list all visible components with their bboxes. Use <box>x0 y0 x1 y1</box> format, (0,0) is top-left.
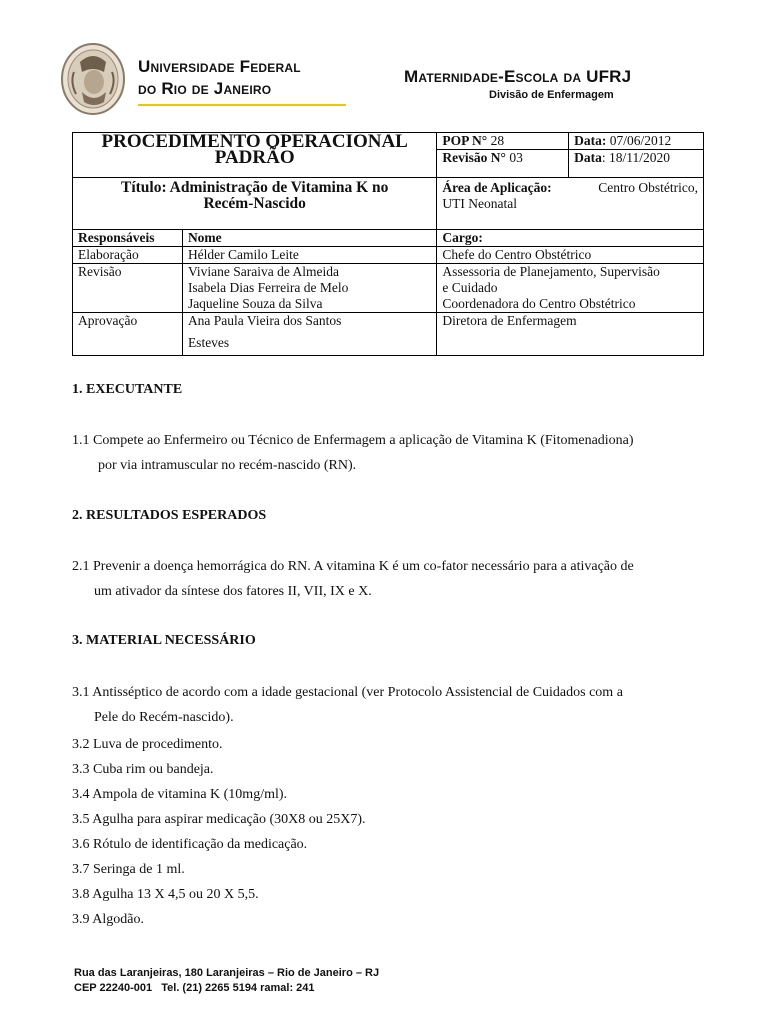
list-item: 3.4 Ampola de vitamina K (10mg/ml). <box>72 787 288 802</box>
pop-header-table <box>72 132 704 356</box>
revisao-value: 03 <box>509 150 523 165</box>
col-nome-text: Nome <box>187 230 222 245</box>
table-row <box>73 247 704 264</box>
list-item: 3.9 Algodão. <box>72 912 144 927</box>
col-header-responsaveis <box>73 230 183 247</box>
paragraph-line: 2.1 Prevenir a doença hemorrágica do RN. A vitamina K é um co-fator necessário para a ativação de <box>72 559 634 574</box>
paragraph-line: 1.1 Compete ao Enfermeiro ou Técnico de Enfermagem a aplicação de Vitamina K (Fitomenadiona) <box>72 433 634 448</box>
revisao-cell <box>437 150 569 178</box>
col-cargo-text: Cargo: <box>442 230 483 245</box>
name-line: Jaqueline Souza da Silva <box>187 296 323 311</box>
document-title-line2: Recém-Nascido <box>203 195 306 212</box>
page-footer <box>74 966 379 996</box>
university-name <box>138 56 301 100</box>
ufrj-seal-logo <box>60 42 126 116</box>
data-label: Data: <box>574 133 607 148</box>
pop-title-line1: PROCEDIMENTO OPERACIONAL <box>101 131 408 152</box>
paragraph-line: um ativador da síntese dos fatores II, VII, IX e X. <box>94 584 372 599</box>
list-item: 3.8 Agulha 13 X 4,5 ou 20 X 5,5. <box>72 887 259 902</box>
footer-contact: CEP 22240-001 Tel. (21) 2265 5194 ramal: 241 <box>74 982 315 994</box>
section-3-title: 3. MATERIAL NECESSÁRIO <box>72 633 256 648</box>
area-value: Centro Obstétrico, <box>598 180 698 195</box>
section-2-paragraph <box>72 554 704 604</box>
name-cell <box>182 313 436 356</box>
area-label: Área de Aplicação: <box>442 180 552 195</box>
cargo-line: e Cuidado <box>442 280 498 295</box>
col-header-cargo <box>437 230 704 247</box>
data2-cell <box>569 150 704 178</box>
pop-number-label: POP N° <box>442 133 488 148</box>
cargo-cell: Chefe do Centro Obstétrico <box>437 247 704 264</box>
pop-title-cell <box>73 133 437 178</box>
col-responsaveis-text: Responsáveis <box>78 230 155 245</box>
role-cell: Aprovação <box>73 313 183 356</box>
data-cell <box>569 133 704 150</box>
name-cell: Hélder Camilo Leite <box>182 247 436 264</box>
cargo-cell <box>437 264 704 313</box>
document-title-line1: Título: Administração de Vitamina K no <box>121 179 389 196</box>
list-item: 3.7 Seringa de 1 ml. <box>72 862 185 877</box>
list-item: 3.5 Agulha para aspirar medicação (30X8 ou 25X7). <box>72 812 366 827</box>
role-cell: Revisão <box>73 264 183 313</box>
col-header-nome <box>182 230 436 247</box>
university-line2: do Rio de Janeiro <box>138 79 272 98</box>
section-2-title: 2. RESULTADOS ESPERADOS <box>72 508 267 523</box>
list-item: 3.3 Cuba rim ou bandeja. <box>72 762 214 777</box>
cargo-cell: Diretora de Enfermagem <box>437 313 704 356</box>
revisao-label: Revisão N° <box>442 150 506 165</box>
data2-label: Data <box>574 150 602 165</box>
section-1-title: 1. EXECUTANTE <box>72 382 183 397</box>
name-cell <box>182 264 436 313</box>
paragraph-line: por via intramuscular no recém-nascido (RN). <box>98 458 357 473</box>
pop-title-line2: PADRÃO <box>214 147 295 168</box>
list-item: 3.6 Rótulo de identificação da medicação. <box>72 837 308 852</box>
data2-value: : 18/11/2020 <box>601 150 671 165</box>
footer-address: Rua das Laranjeiras, 180 Laranjeiras – Rio de Janeiro – RJ <box>74 967 380 979</box>
document-title-cell <box>73 178 437 230</box>
cargo-line: Coordenadora do Centro Obstétrico <box>442 296 636 311</box>
pop-number-value: 28 <box>490 133 505 148</box>
list-item: 3.2 Luva de procedimento. <box>72 737 223 752</box>
role-cell: Elaboração <box>73 247 183 264</box>
table-row <box>73 264 704 313</box>
name-line: Isabela Dias Ferreira de Melo <box>187 280 349 295</box>
header-underline <box>138 104 346 106</box>
university-line1: Universidade Federal <box>138 57 301 76</box>
paragraph-line: Pele do Recém-nascido). <box>94 710 234 725</box>
paragraph-line: 3.1 Antisséptico de acordo com a idade gestacional (ver Protocolo Assistencial de Cuidados com a <box>72 685 623 700</box>
maternidade-title: Maternidade-Escola da UFRJ <box>404 67 632 86</box>
area-value2: UTI Neonatal <box>442 196 517 211</box>
name-line: Esteves <box>187 335 230 350</box>
area-aplicacao-cell <box>437 178 704 230</box>
divisao-subtitle: Divisão de Enfermagem <box>489 89 614 101</box>
data-value: 07/06/2012 <box>609 133 672 148</box>
pop-number-cell <box>437 133 569 150</box>
table-row <box>73 313 704 356</box>
name-line: Viviane Saraiva de Almeida <box>187 264 339 279</box>
section-3-paragraph <box>72 680 704 730</box>
name-line: Ana Paula Vieira dos Santos <box>187 313 342 328</box>
section-1-paragraph <box>72 428 704 478</box>
cargo-line: Assessoria de Planejamento, Supervisão <box>442 264 660 279</box>
